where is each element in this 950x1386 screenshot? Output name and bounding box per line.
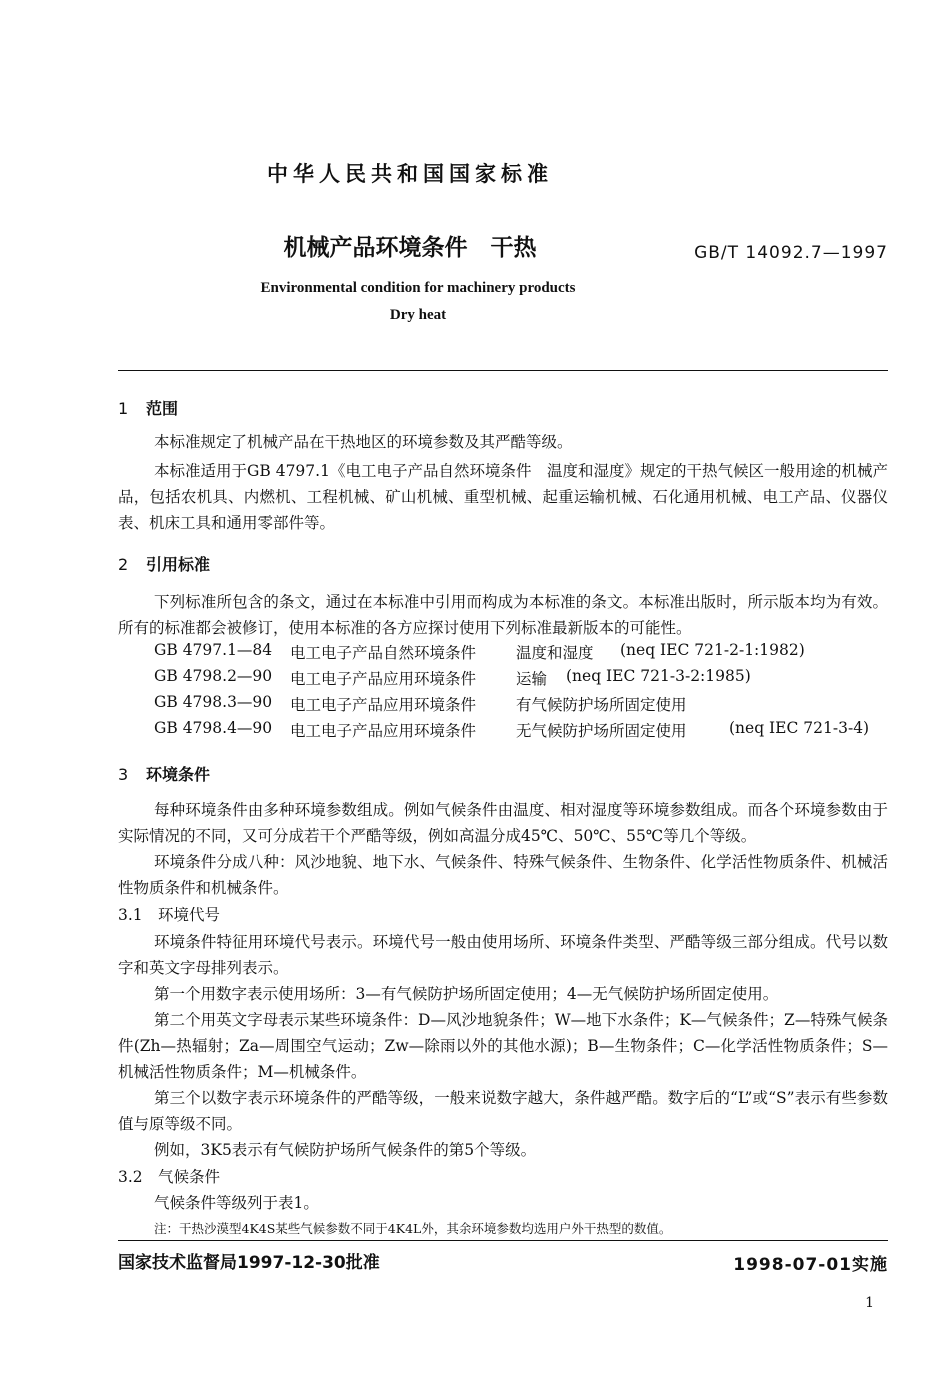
- reference-topic: 有气候防护场所固定使用: [516, 696, 687, 714]
- section-title: 引用标准: [146, 555, 211, 574]
- document-title-en-line1: Environmental condition for machinery products: [260, 280, 576, 296]
- reference-topic: 无气候防护场所固定使用: [516, 722, 687, 740]
- subsection-3-2-paragraph-1: 气候条件等级列于表1。: [154, 1194, 319, 1212]
- page-number: 1: [865, 1295, 874, 1311]
- reference-row: [154, 667, 894, 693]
- section-1-paragraph-1: 本标准规定了机械产品在干热地区的环境参数及其严酷等级。: [154, 433, 573, 451]
- reference-code: GB 4798.4—90: [154, 719, 273, 737]
- subsection-3-2-heading: [118, 1165, 220, 1187]
- subsection-number: 3.2: [118, 1168, 143, 1186]
- subsection-3-1-paragraph-1: 环境条件特征用环境代号表示。环境代号一般由使用场所、环境条件类型、严酷等级三部分组成。代号以数字和英文字母排列表示。: [118, 933, 888, 977]
- subsection-number: 3.1: [118, 906, 143, 924]
- issuing-country-standard: 中华人民共和国国家标准: [267, 162, 553, 186]
- table-note: 注：干热沙漠型4K4S某些气候参数不同于4K4L外，其余环境参数均选用户外干热型的数值。: [154, 1221, 672, 1236]
- reference-code: GB 4797.1—84: [154, 641, 273, 659]
- footer-divider: [118, 1240, 888, 1241]
- reference-code: GB 4798.2—90: [154, 667, 273, 685]
- subsection-title: 环境代号: [158, 906, 221, 924]
- header-divider: [118, 370, 888, 371]
- section-3-paragraph-1: 每种环境条件由多种环境参数组成。例如气候条件由温度、相对湿度等环境参数组成。而各个环境参数由于实际情况的不同，又可分成若干个严酷等级，例如高温分成45℃、50℃、55℃等几个等级。: [118, 801, 888, 845]
- section-3-paragraph-2: 环境条件分成八种：风沙地貌、地下水、气候条件、特殊气候条件、生物条件、化学活性物质条件、机械活性物质条件和机械条件。: [118, 853, 888, 897]
- section-title: 范围: [146, 399, 179, 418]
- reference-row: [154, 693, 894, 719]
- document-title-cn: 机械产品环境条件 干热: [283, 235, 537, 261]
- implementation-date: 1998-07-01实施: [733, 1255, 888, 1275]
- section-2-paragraph-1: 下列标准所包含的条文，通过在本标准中引用而构成为本标准的条文。本标准出版时，所示版本均为有效。所有的标准都会被修订，使用本标准的各方应探讨使用下列标准最新版本的可能性。: [118, 593, 888, 637]
- section-number: 3: [118, 765, 129, 784]
- subsection-title: 气候条件: [158, 1168, 221, 1186]
- reference-code: GB 4798.3—90: [154, 693, 273, 711]
- subsection-3-1-heading: [118, 903, 220, 925]
- subsection-3-1-paragraph-4: 第三个以数字表示环境条件的严酷等级，一般来说数字越大，条件越严酷。数字后的“L”或“S”表示有些参数值与原等级不同。: [118, 1089, 888, 1133]
- reference-equivalence: (neq IEC 721-2-1:1982): [620, 641, 805, 659]
- subsection-3-1-paragraph-5: 例如，3K5表示有气候防护场所气候条件的第5个等级。: [154, 1141, 537, 1159]
- reference-equivalence: (neq IEC 721-3-4): [729, 719, 870, 737]
- subsection-3-1-paragraph-2: 第一个用数字表示使用场所：3—有气候防护场所固定使用；4—无气候防护场所固定使用。: [154, 985, 779, 1003]
- section-1-heading: [118, 396, 178, 419]
- reference-name: 电工电子产品应用环境条件: [290, 696, 477, 714]
- reference-topic: 温度和湿度: [516, 644, 594, 662]
- section-title: 环境条件: [146, 765, 211, 784]
- reference-row: [154, 641, 894, 667]
- reference-name: 电工电子产品自然环境条件: [290, 644, 477, 662]
- section-3-heading: [118, 762, 210, 785]
- reference-topic: 运输: [516, 670, 548, 688]
- reference-equivalence: (neq IEC 721-3-2:1985): [566, 667, 751, 685]
- reference-row: [154, 719, 894, 745]
- standard-number: GB/T 14092.7—1997: [694, 243, 888, 263]
- reference-name: 电工电子产品应用环境条件: [290, 670, 477, 688]
- section-number: 2: [118, 555, 129, 574]
- reference-name: 电工电子产品应用环境条件: [290, 722, 477, 740]
- subsection-3-1-paragraph-3: 第二个用英文字母表示某些环境条件：D—风沙地貌条件；W—地下水条件；K—气候条件；Z—特殊气候条件(Zh—热辐射；Za—周围空气运动；Zw—除雨以外的其他水源)；B—生物条件；C—化学活性物质条件；S—机械活性物质条件；M—机械条件。: [118, 1011, 889, 1081]
- section-number: 1: [118, 399, 129, 418]
- approval-date: 国家技术监督局1997-12-30批准: [118, 1253, 380, 1273]
- section-1-paragraph-2: 本标准适用于GB 4797.1《电工电子产品自然环境条件 温度和湿度》规定的干热气候区一般用途的机械产品，包括农机具、内燃机、工程机械、矿山机械、重型机械、起重运输机械、石化通用机械、电工产品、仪器仪表、机床工具和通用零部件等。: [118, 462, 888, 532]
- section-2-heading: [118, 552, 210, 575]
- document-title-en-line2: Dry heat: [389, 307, 447, 323]
